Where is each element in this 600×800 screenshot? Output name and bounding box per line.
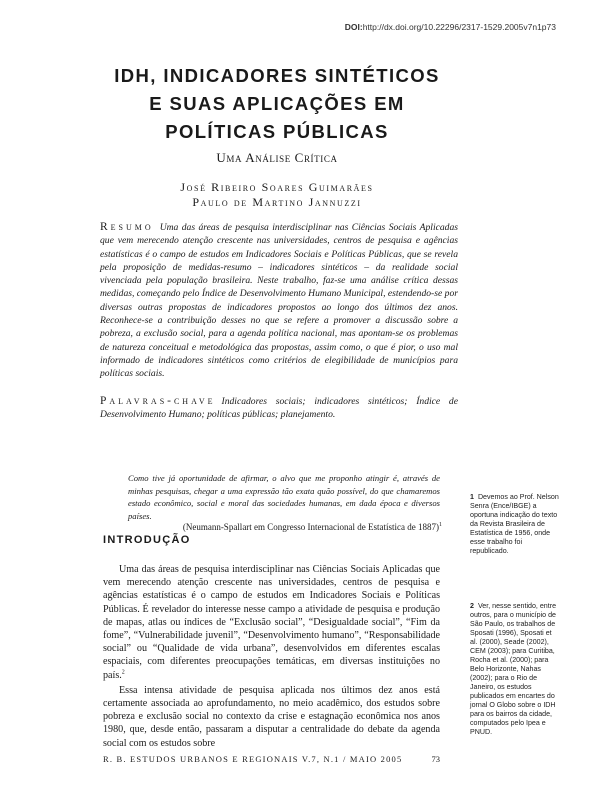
author-2: Paulo de Martino Jannuzzi (192, 195, 362, 209)
page-number: 73 (431, 754, 440, 764)
title-line-3: POLÍTICAS PÚBLICAS (165, 121, 389, 142)
keywords (100, 395, 458, 422)
abstract-text: Uma das áreas de pesquisa interdisciplinar nas Ciências Sociais Aplicadas que vem merecendo atenção crescente nas universidades, centros de pesquisa e agências estatísticas é o campo de estudos em Indicadores Sociais e Políticas Públicas, que se revela pela proposição de medidas-resumo – indicadores sintéticos – da realidade social vivenciada pela população brasileira. Neste trabalho, faz-se uma análise crítica dessas medidas, começando pelo Índice de Desenvolvimento Humano Municipal, estendendo-se por diversas outras propostas de indicadores propostos ao longo dos últimos dez anos. Reconhece-se a contribuição desses no que se refere a promover a discussão sobre a pobreza, a exclusão social, para a agenda política nacional, mas apontam-se os problemas de natureza conceitual e metodológica das propostas, assim como, o que é pior, o uso mal informado de indicadores sintéticos como critérios de elegibilidade de municípios para políticas sociais. (100, 222, 458, 380)
article-title (92, 62, 462, 146)
body-paragraph-1 (103, 563, 440, 682)
body-paragraph-1-text: Uma das áreas de pesquisa interdisciplinar nas Ciências Sociais Aplicadas que vem merecendo atenção crescente nas universidades, centros de pesquisa e agências estatísticas é o campo de estudos em Indicadores Sociais e Políticas Públicas. É revelador do interesse nesse campo a atividade de pesquisa e produção de mapas, atlas ou índices de “Exclusão social”, “Desigualdade social”, “Fim da fome”, “Vulnerabilidade juvenil”, “Desenvolvimento humano”, “Responsabilidade social” ou “Qualidade de vida urbana”, desenvolvidos em diferentes escalas espaciais, com diferentes preocupações temáticas, em diversas instituições no país. (103, 564, 440, 681)
keywords-text: Indicadores sociais; indicadores sintéticos; Índice de Desenvolvimento Humano; políticas públicas; planejamento. (100, 396, 458, 421)
author-list (92, 180, 462, 210)
epigraph-citation-text: (Neumann-Spallart em Congresso Internacional de Estatística de 1887) (182, 522, 439, 532)
abstract (100, 221, 458, 381)
footnote-1 (470, 493, 560, 556)
epigraph-quote: Como tive já oportunidade de afirmar, o alvo que me proponho atingir é, através de minhas pesquisas, chegar a uma expressão tão exata quão possível, do que chamaremos estado econômico, social e moral das sociedades humanas, em dada época e diversos países. (128, 473, 440, 521)
footnote-ref-2[interactable]: 2 (121, 669, 125, 676)
doi-link[interactable]: http://dx.doi.org/10.22296/2317-1529.2005v7n1p73 (362, 22, 556, 32)
title-line-2: E SUAS APLICAÇÕES EM (149, 93, 405, 114)
article-subtitle: Uma Análise Crítica (216, 150, 338, 165)
body-paragraph-2: Essa intensa atividade de pesquisa aplicada nos últimos dez anos está certamente associada ao aprofundamento, no meio acadêmico, dos estudos sobre pobreza e exclusão social no contexto da crise e estagnação econômica nos anos 1980, que, desde então, passaram a disputar a centralidade do debate da agenda social com os estudos sobre (103, 684, 440, 749)
section-title: INTRODUÇÃO (103, 534, 191, 546)
title-line-1: IDH, INDICADORES SINTÉTICOS (114, 65, 440, 86)
author-1: José Ribeiro Soares Guimarães (180, 180, 374, 194)
abstract-lead: Resumo (100, 221, 154, 233)
epigraph-citation (128, 521, 442, 533)
footnote-2-number: 2 (470, 602, 474, 610)
footnote-2 (470, 602, 560, 737)
journal-info: R. B. ESTUDOS URBANOS E REGIONAIS V.7, N.1 / MAIO 2005 (103, 754, 403, 764)
footnote-2-text: Ver, nesse sentido, entre outros, para o município de São Paulo, os trabalhos de Sposati (1996), Sposati et al. (2000), Seade (2002), CEM (2003); para Curitiba, Rocha et al. (2000); para Belo Horizonte, Nahas (2002); para o Rio de Janeiro, os estudos publicados em encartes do jornal O Globo sobre o IDH para os bairros da cidade, computados pelo Ipea e PNUD. (470, 602, 557, 736)
doi-line (345, 22, 556, 32)
body-text (103, 563, 440, 752)
footnote-1-number: 1 (470, 493, 474, 501)
page-footer (103, 754, 440, 764)
footnote-ref-1[interactable]: 1 (439, 522, 442, 528)
keywords-lead: Palavras-chave (100, 395, 216, 407)
footnote-1-text: Devemos ao Prof. Nelson Senra (Ence/IBGE) a oportuna indicação do texto da Revista Brasileira de Estatística de 1956, onde esse trabalho foi republicado. (470, 493, 559, 555)
doi-label: DOI: (344, 22, 363, 32)
